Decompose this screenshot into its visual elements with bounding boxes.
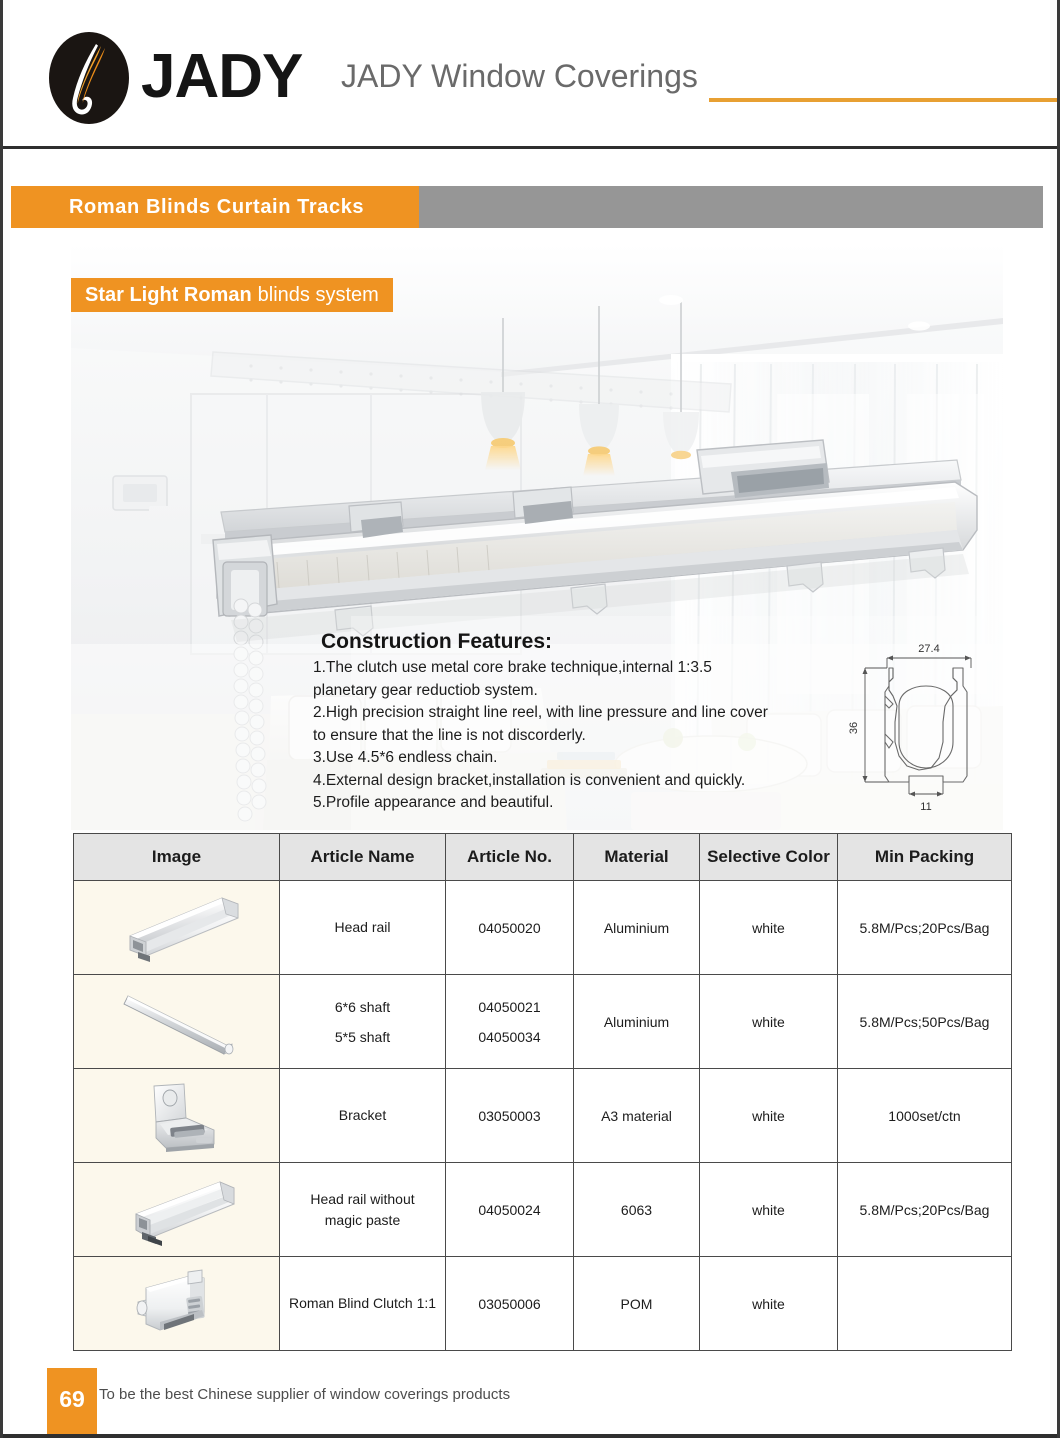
article-name-text: 6*6 shaft xyxy=(334,998,391,1015)
cell-article-no: 03050006 xyxy=(446,1257,574,1351)
th-image: Image xyxy=(74,834,280,881)
section-title: Roman Blinds Curtain Tracks xyxy=(69,196,365,218)
cell-packing: 5.8M/Pcs;20Pcs/Bag xyxy=(838,1163,1012,1257)
cell-color: white xyxy=(700,1163,838,1257)
features-line-4: to ensure that the line is not discorderly. xyxy=(313,726,586,744)
cell-material: Aluminium xyxy=(574,975,700,1069)
product-image-bracket xyxy=(74,1069,280,1163)
cell-article-name xyxy=(280,1257,446,1351)
features-heading: Construction Features: xyxy=(321,630,553,653)
cell-article-no: 03050003 xyxy=(446,1069,574,1163)
dim-top-text: 27.4 xyxy=(918,643,940,655)
hero-title-bold: Star Light Roman xyxy=(85,283,252,306)
th-article-name: Article Name xyxy=(280,834,446,881)
cell-article-name xyxy=(280,1163,446,1257)
section-banner-secondary xyxy=(419,186,1043,228)
cell-packing: 5.8M/Pcs;50Pcs/Bag xyxy=(838,975,1012,1069)
cell-article-no: 04050024 xyxy=(446,1163,574,1257)
table-row xyxy=(74,1069,1012,1163)
cell-article-name xyxy=(280,1069,446,1163)
th-material: Material xyxy=(574,834,700,881)
product-image-head-rail xyxy=(74,881,280,975)
dim-bottom-text: 11 xyxy=(920,801,932,813)
hero-title-light: blinds system xyxy=(257,283,379,306)
th-selective-color: Selective Color xyxy=(700,834,838,881)
footer-tagline: To be the best Chinese supplier of window coverings products xyxy=(99,1386,511,1403)
hero-title-badge xyxy=(71,278,393,312)
article-name-text: Head rail xyxy=(334,919,391,935)
header-subtitle: JADY Window Coverings xyxy=(341,58,698,94)
cell-material: Aluminium xyxy=(574,881,700,975)
table-header-row xyxy=(74,834,1012,881)
features-line-1: 1.The clutch use metal core brake technique,internal 1:3.5 xyxy=(313,659,712,676)
product-image-clutch xyxy=(74,1257,280,1351)
table-row xyxy=(74,1163,1012,1257)
article-no-text: 04050021 xyxy=(478,998,541,1015)
article-name-text: Roman Blind Clutch 1:1 xyxy=(288,1295,437,1311)
cell-packing: 1000set/ctn xyxy=(838,1069,1012,1163)
page-number-box xyxy=(47,1368,97,1436)
article-name-text-2: 5*5 shaft xyxy=(334,1028,391,1045)
features-line-5: 3.Use 4.5*6 endless chain. xyxy=(313,749,498,766)
features-line-3: 2.High precision straight line reel, with line pressure and line cover xyxy=(313,704,768,721)
footer-divider xyxy=(3,1434,1057,1438)
article-name-text: Head rail without xyxy=(310,1190,415,1207)
cell-packing: 5.8M/Pcs;20Pcs/Bag xyxy=(838,881,1012,975)
cell-color: white xyxy=(700,881,838,975)
cell-material: 6063 xyxy=(574,1163,700,1257)
jady-feather-logo-icon xyxy=(49,32,129,124)
table-row xyxy=(74,881,1012,975)
brand-wordmark: JADY xyxy=(141,42,303,111)
page-number: 69 xyxy=(59,1385,85,1412)
cross-section-drawing xyxy=(839,630,1011,816)
product-image-head-rail-plain xyxy=(74,1163,280,1257)
th-article-no: Article No. xyxy=(446,834,574,881)
product-specification-table xyxy=(73,833,1012,1351)
cell-color: white xyxy=(700,975,838,1069)
cell-article-no xyxy=(446,975,574,1069)
table-row xyxy=(74,1257,1012,1351)
features-line-7: 5.Profile appearance and beautiful. xyxy=(313,794,554,811)
article-name-text-2: magic paste xyxy=(324,1211,401,1228)
article-name-text: Bracket xyxy=(338,1107,387,1123)
article-no-text-2: 04050034 xyxy=(478,1028,541,1045)
cell-material: A3 material xyxy=(574,1069,700,1163)
cell-material: POM xyxy=(574,1257,700,1351)
section-banner xyxy=(3,186,1057,228)
header-divider xyxy=(3,146,1057,149)
page-footer xyxy=(3,1368,1057,1438)
cell-article-no: 04050020 xyxy=(446,881,574,975)
product-image-shaft xyxy=(74,975,280,1069)
page-header xyxy=(3,0,1057,148)
cell-article-name xyxy=(280,881,446,975)
table-row xyxy=(74,975,1012,1069)
header-accent-rule xyxy=(709,98,1057,102)
construction-features xyxy=(313,630,813,815)
cell-color: white xyxy=(700,1257,838,1351)
dim-side-text: 36 xyxy=(848,721,860,735)
features-line-6: 4.External design bracket,installation is convenient and quickly. xyxy=(313,771,746,789)
th-min-packing: Min Packing xyxy=(838,834,1012,881)
cell-article-name xyxy=(280,975,446,1069)
features-line-2: planetary gear reductiob system. xyxy=(313,681,538,699)
cell-packing xyxy=(838,1257,1012,1351)
cell-color: white xyxy=(700,1069,838,1163)
